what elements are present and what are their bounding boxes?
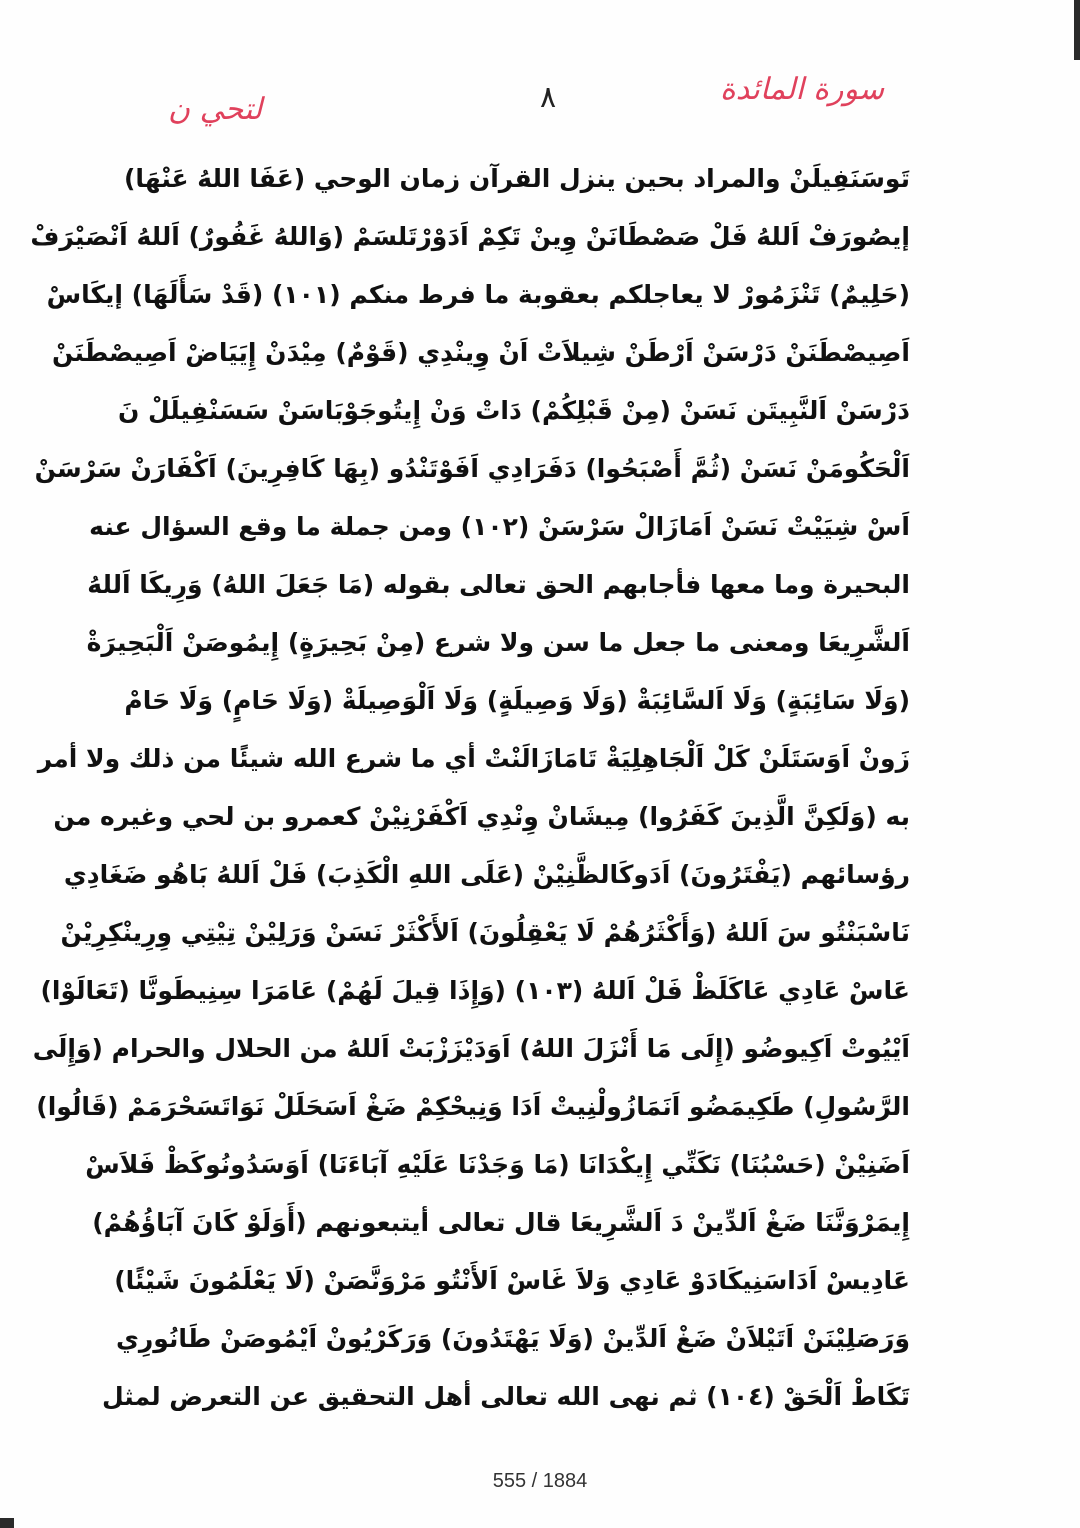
text-line: عَاسْ عَادِي عَاكَلَظْ فَلْ اَللهُ (١٠٣) (وَإِذَا قِيلَ لَهُمْ) عَامَرَا سِنِيطَونَّا (تَعَالَوْا) [40,976,910,1005]
text-line: رؤسائهم (يَفْتَرُونَ) اَدَوكَالظَّنِيْنْ (عَلَى اللهِ الْكَذِبَ) فَلْ اَللهُ بَاهُو ضَغَادِي [63,860,910,889]
text-line: دَرْسَنْ اَلنَّبِيتَن نَسَنْ (مِنْ قَبْلِكُمْ) دَاتْ وَنْ إِيتُوجَوْبَاسَنْ سَسَنْفِيلَلْ نَ [117,396,910,425]
text-line: اَيْيُوتْ اَكِيوضُو (إِلَى مَا أَنْزَلَ اللهُ) اَوَدَيْزَزْبَتْ اَللهُ من الحلال والحرام (وَإِلَى [32,1034,910,1063]
text-line: اَلشَّرِيعَا ومعنى ما جعل ما سن ولا شرع (مِنْ بَحِيرَةٍ) إِيمُوصَنْ اَلْبَحِيرَةْ [86,628,910,657]
text-line: عَادِيسْ اَدَاسَنِيكَادَوْ عَادِي وَلاَ غَاسْ اَلأَنْتُو مَرْوَنَّصَنْ (لَا يَعْلَمُونَ شَيْئًا) [114,1266,910,1295]
text-line: إيصُورَفْ اَللهُ فَلْ صَصْطَانَنْ وِينْ تَكِمْ اَدَوْرْتَلسَمْ (وَاللهُ غَفُورٌ) اَللهُ اَنْصَيْرَفْ [30,222,910,251]
surah-title: سورة المائدة [720,72,885,107]
page-counter: 555 / 1884 [492,1470,588,1492]
text-line: الرَّسُولِ) طَكِيمَضُو اَنَمَازُولْنِيتْ اَدَا وَنِيحْكِمْ ضَغْ اَسَحَلَلْ نَوَاتَسَحْرَمَمْ (قَالُوا) [36,1092,910,1121]
text-line: اَلْحَكُومَنْ نَسَنْ (ثُمَّ أَصْبَحُوا) دَفَرَادِي اَفَوْتَنْدُو (بِهَا كَافِرِينَ) اَكْفَارَنْ سَرْسَنْ [34,454,910,483]
handwritten-note: لتحي ن [168,92,263,127]
page-number-arabic: ٨ [540,80,557,115]
text-line: نَاسْبَنْتُو سَ اَللهُ (وَأَكْثَرُهُمْ لَا يَعْقِلُونَ) اَلأَكْثَرْ نَسَنْ وَرَلِيْنْ تِيْتِي وِرِينْكِرِيْنْ [60,918,910,947]
scan-edge-mark [1074,0,1080,60]
body-text [30,150,910,1426]
text-line: إِيمَرْوَنَّنَا ضَغْ اَلدِّينْ دَ اَلشَّرِيعَا قال تعالى أيتبعونهم (أَوَلَوْ كَانَ آبَاؤُهُمْ) [92,1208,910,1237]
scan-edge-mark [0,1518,14,1528]
text-line: (حَلِيمٌ) تَنْزَمُورْ لا يعاجلكم بعقوبة ما فرط منكم (١٠١) (قَدْ سَأَلَهَا) إيكَاسْ [46,280,910,309]
text-line: زَونْ اَوَسَتَلَنْ كَلْ اَلْجَاهِلِيَةْ تَامَازَالَنْتْ أي ما شرع الله شيئًا من ذلك ولا أمر [37,744,910,773]
text-line: اَسْ شِيَيْتْ نَسَنْ اَمَازَالْ سَرْسَنْ (١٠٢) ومن جملة ما وقع السؤال عنه [89,512,910,541]
text-line: (وَلَا سَائِبَةٍ) وَلَا اَلسَّائِبَةْ (وَلَا وَصِيلَةٍ) وَلَا اَلْوَصِيلَةْ (وَلَا حَامٍ) وَلَا حَامْ [124,686,910,715]
text-line: اَصِيصْطَنَنْ دَرْسَنْ اَرْطَنْ شِيلاَتْ اَنْ وِينْدِي (قَوْمٌ) مِيْدَنْ إِيَيَاضْ اَصِيصْطَنَنْ [51,338,910,367]
text-line: وَرَصَلِيْنَنْ اَتَيْلاَنْ ضَغْ اَلدِّينْ (وَلَا يَهْتَدُونَ) وَرَكَرْيُونْ اَيْمُوصَنْ طَانُورِي [115,1324,910,1353]
text-line: تَوسَنَفِيلَنْ والمراد بحين ينزل القرآن زمان الوحي (عَفَا اللهُ عَنْهَا) [124,164,910,193]
text-line: به (وَلَكِنَّ الَّذِينَ كَفَرُوا) مِيشَانْ وِنْدِي اَكْفَرْنِيْنْ كعمرو بن لحي وغيره من [53,802,910,831]
text-line: البحيرة وما معها فأجابهم الحق تعالى بقوله (مَا جَعَلَ اللهُ) وَرِيكَا اَللهُ [87,570,910,599]
text-line: اَضَنِيْنْ (حَسْبُنَا) نَكَنِّي إِيكْدَانَا (مَا وَجَدْنَا عَلَيْهِ آبَاءَنَا) اَوَسَدُونُوكَظْ فَلاَسْ [85,1150,910,1179]
text-line: تَكَاطْ اَلْحَقْ (١٠٤) ثم نهى الله تعالى أهل التحقيق عن التعرض لمثل [101,1382,910,1411]
